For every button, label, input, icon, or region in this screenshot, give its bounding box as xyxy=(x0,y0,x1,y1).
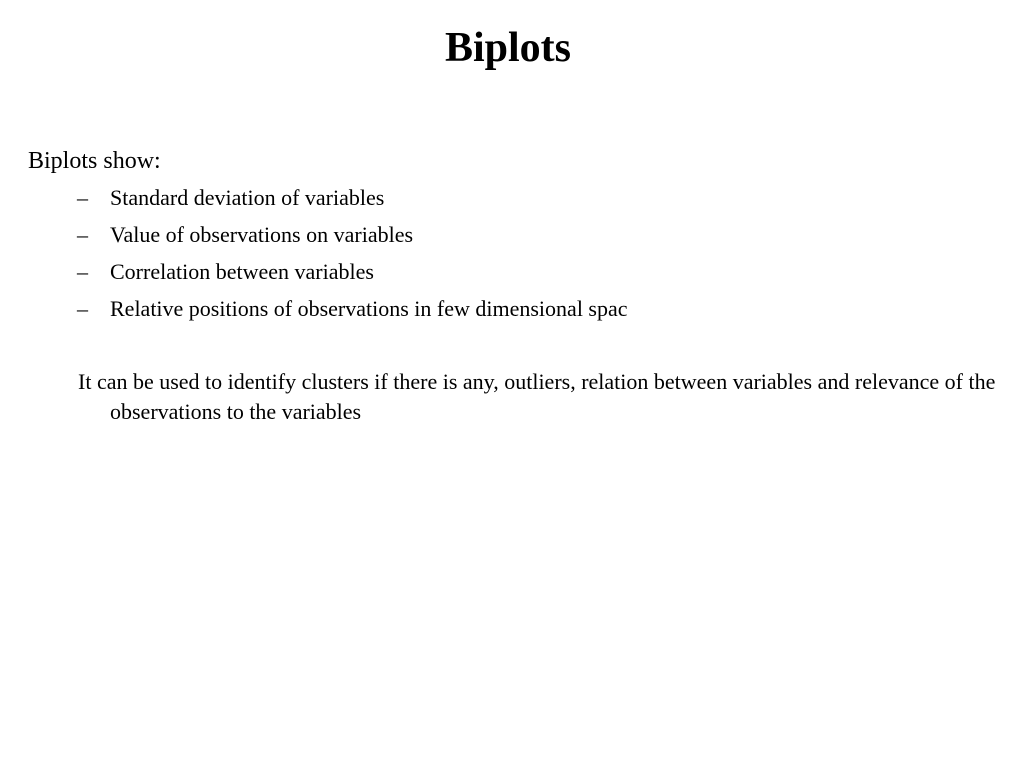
bullet-text: Correlation between variables xyxy=(110,259,374,284)
bullet-dash: – xyxy=(77,185,88,210)
bullet-text: Relative positions of observations in few dimensional spac xyxy=(110,296,628,321)
bullet-text: Standard deviation of variables xyxy=(110,185,385,210)
slide-title: Biplots xyxy=(444,25,572,71)
bullet-text: Value of observations on variables xyxy=(110,222,414,247)
bullet-dash: – xyxy=(77,259,88,284)
bullet-dash: – xyxy=(77,296,88,321)
body-paragraph: It can be used to identify clusters if there is any, outliers, relation between variables and relevance of the observations to the variables xyxy=(78,369,996,424)
intro-text: Biplots show: xyxy=(28,148,161,174)
bullet-dash: – xyxy=(77,222,88,247)
